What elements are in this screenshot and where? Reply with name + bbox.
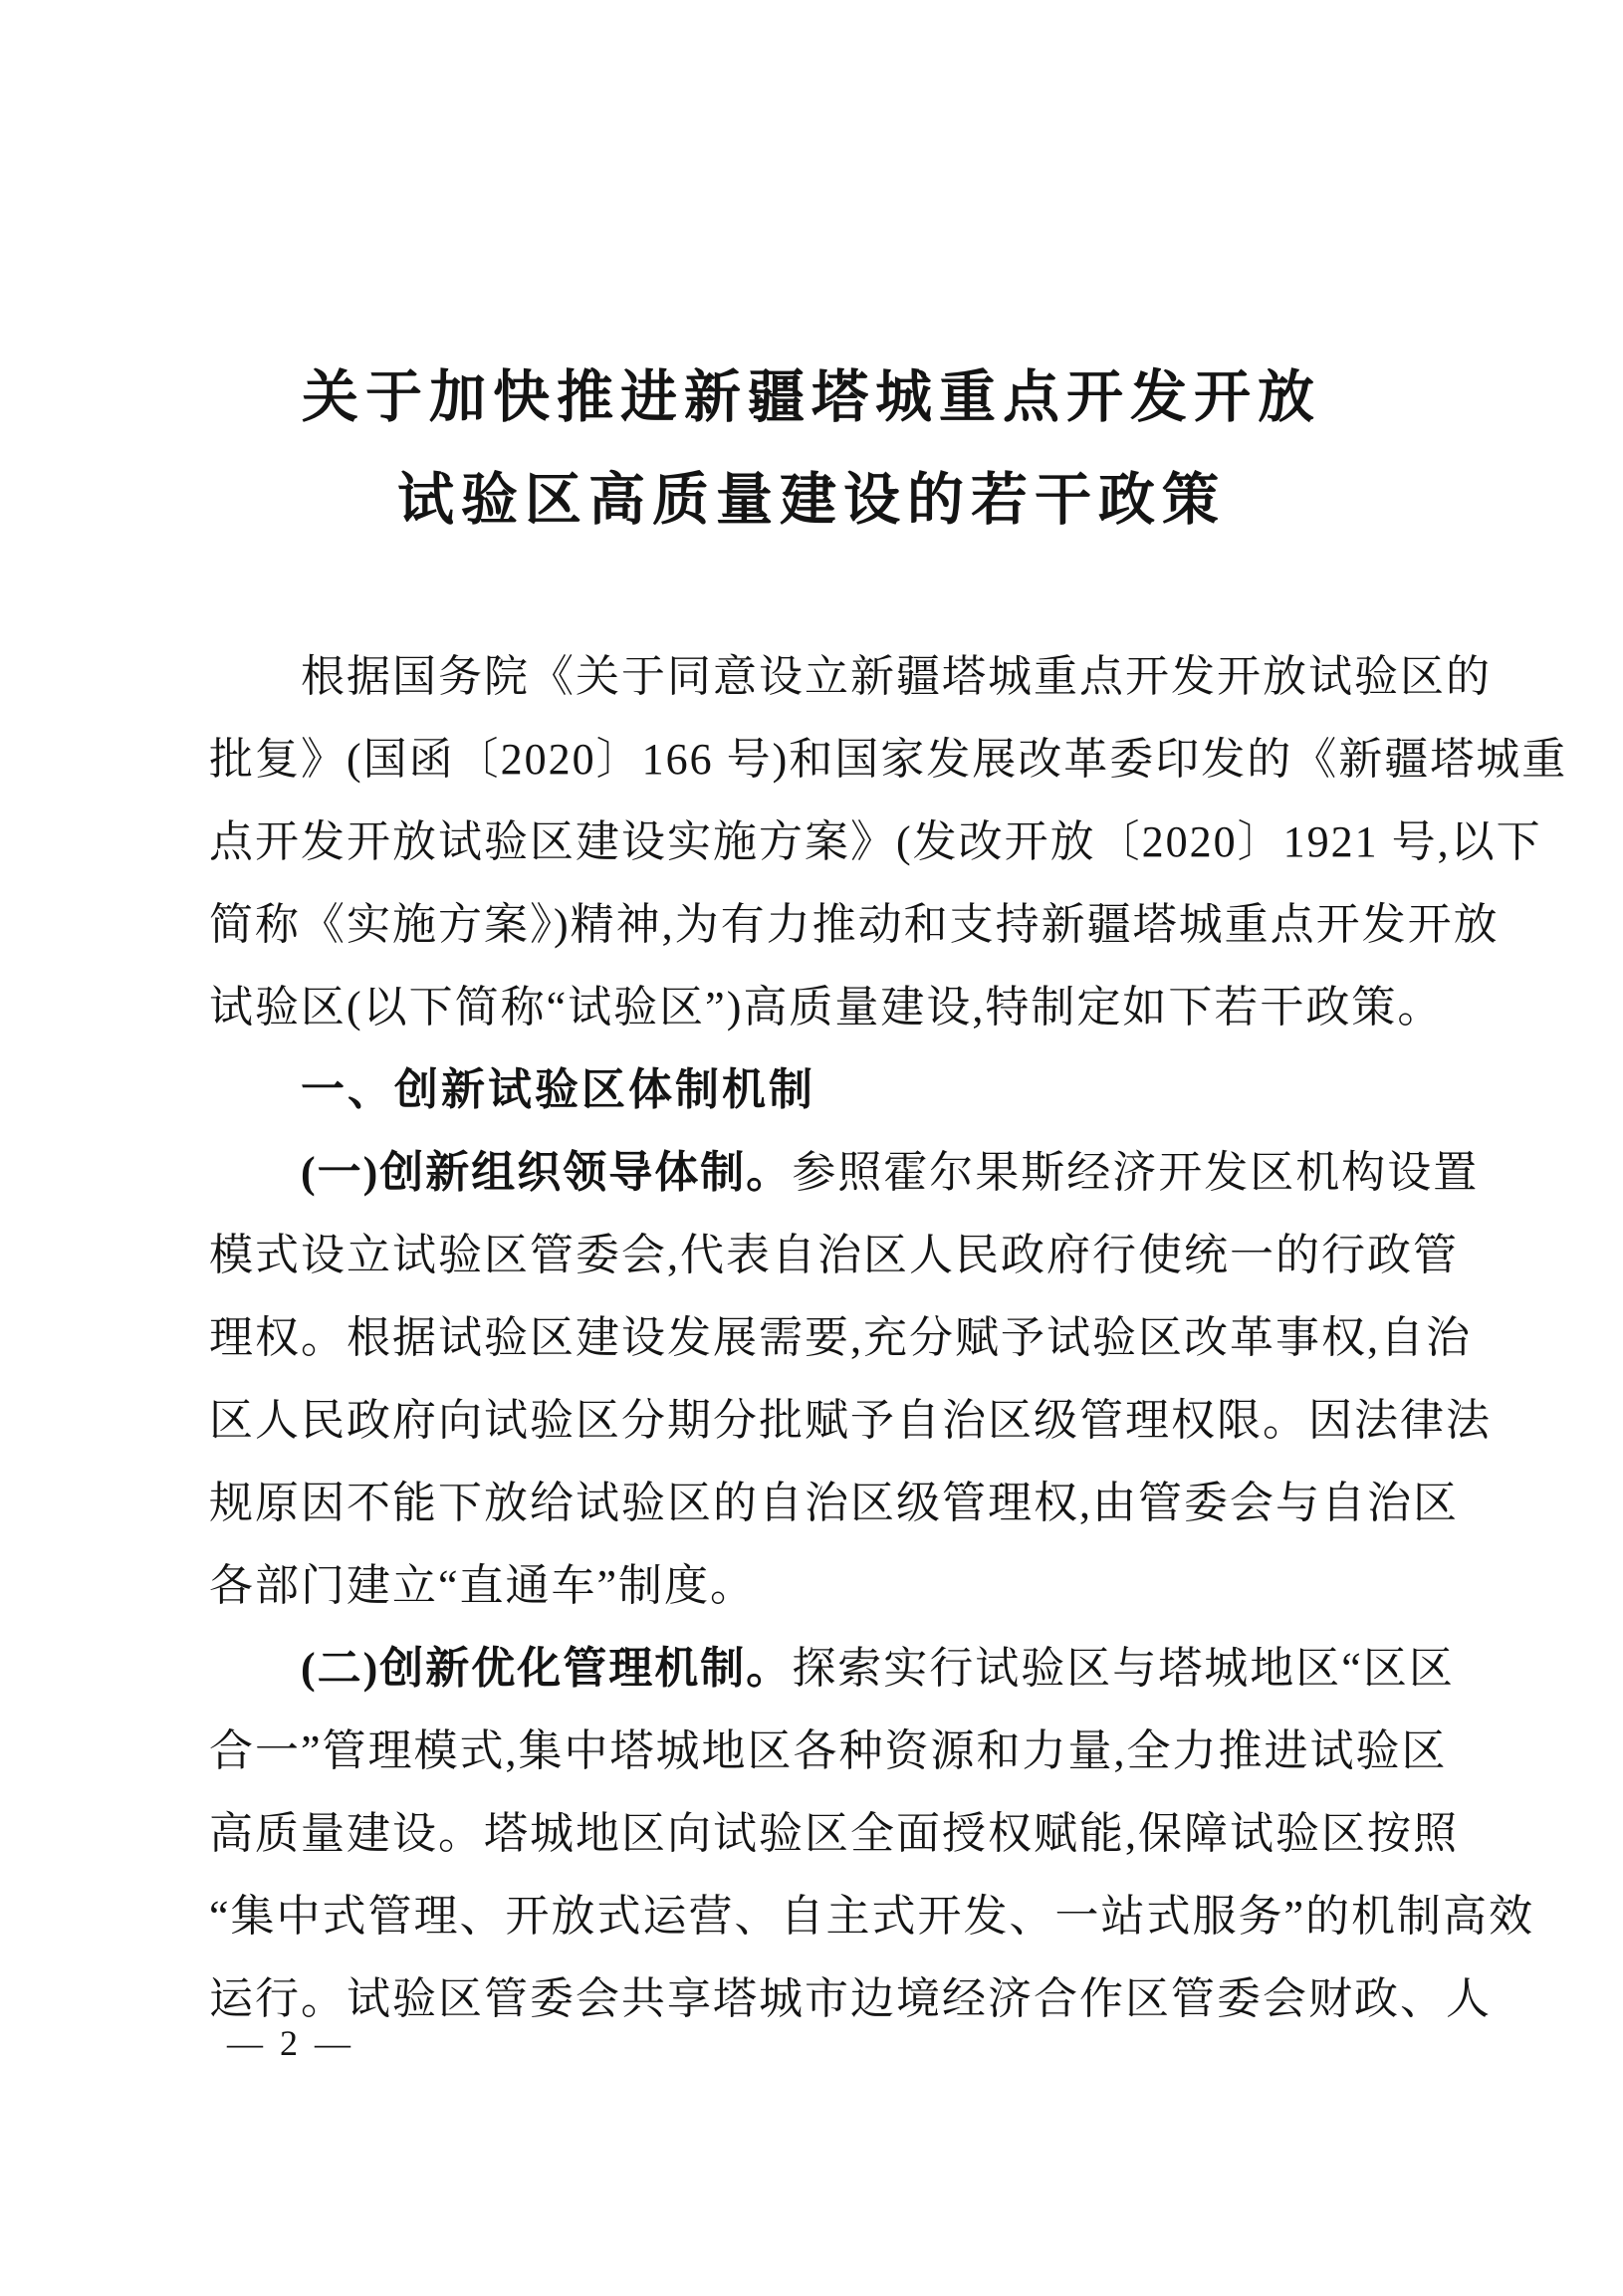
document-title-line-2: 试验区高质量建设的若干政策 [397, 469, 1226, 532]
document-body [209, 635, 1568, 2040]
text-line: 批复》(国函〔2020〕166 号)和国家发展改革委印发的《新疆塔城重 [209, 735, 1568, 784]
text-line [209, 1627, 1455, 1710]
text-line: 试验区(以下简称“试验区”)高质量建设,特制定如下若干政策。 [209, 983, 1444, 1032]
page-number: — 2 — [227, 2023, 354, 2063]
text-line: 高质量建设。塔城地区向试验区全面授权赋能,保障试验区按照 [209, 1809, 1459, 1858]
document-title [0, 346, 1623, 552]
text-line: 理权。根据试验区建设发展需要,充分赋予试验区改革事权,自治 [209, 1313, 1472, 1362]
paragraph-text: 参照霍尔果斯经济开发区机构设置 [792, 1148, 1480, 1197]
section-heading [209, 1048, 1449, 1131]
text-line: 运行。试验区管委会共享塔城市边境经济合作区管委会财政、人 [209, 1974, 1492, 2023]
text-line: 点开发开放试验区建设实施方案》(发改开放〔2020〕1921 号,以下 [209, 817, 1542, 866]
text-line: 各部门建立“直通车”制度。 [209, 1561, 757, 1610]
text-line: 区人民政府向试验区分期分批赋予自治区级管理权限。因法律法 [209, 1396, 1492, 1445]
text-line: 合一”管理模式,集中塔城地区各种资源和力量,全力推进试验区 [209, 1726, 1448, 1775]
paragraph [209, 635, 1568, 1048]
paragraph-text: 探索实行试验区与塔城地区“区区 [792, 1644, 1455, 1693]
text-line: 规原因不能下放给试验区的自治区级管理权,由管委会与自治区 [209, 1479, 1459, 1527]
text-line: 简称《实施方案》)精神,为有力推动和支持新疆塔城重点开发开放 [209, 900, 1500, 949]
text-line: “集中式管理、开放式运营、自主式开发、一站式服务”的机制高效 [209, 1892, 1535, 1941]
paragraph-lead: (二)创新优化管理机制。 [301, 1644, 793, 1693]
text-line [209, 1131, 1480, 1214]
document-title-line-1: 关于加快推进新疆塔城重点开发开放 [302, 366, 1321, 429]
text-line: 根据国务院《关于同意设立新疆塔城重点开发开放试验区的 [301, 652, 1492, 701]
paragraph [209, 1627, 1535, 2040]
paragraph [209, 1131, 1492, 1627]
text-line: 模式设立试验区管委会,代表自治区人民政府行使统一的行政管 [209, 1231, 1459, 1279]
paragraph-lead: (一)创新组织领导体制。 [301, 1148, 793, 1197]
text-line: 一、创新试验区体制机制 [301, 1065, 815, 1114]
